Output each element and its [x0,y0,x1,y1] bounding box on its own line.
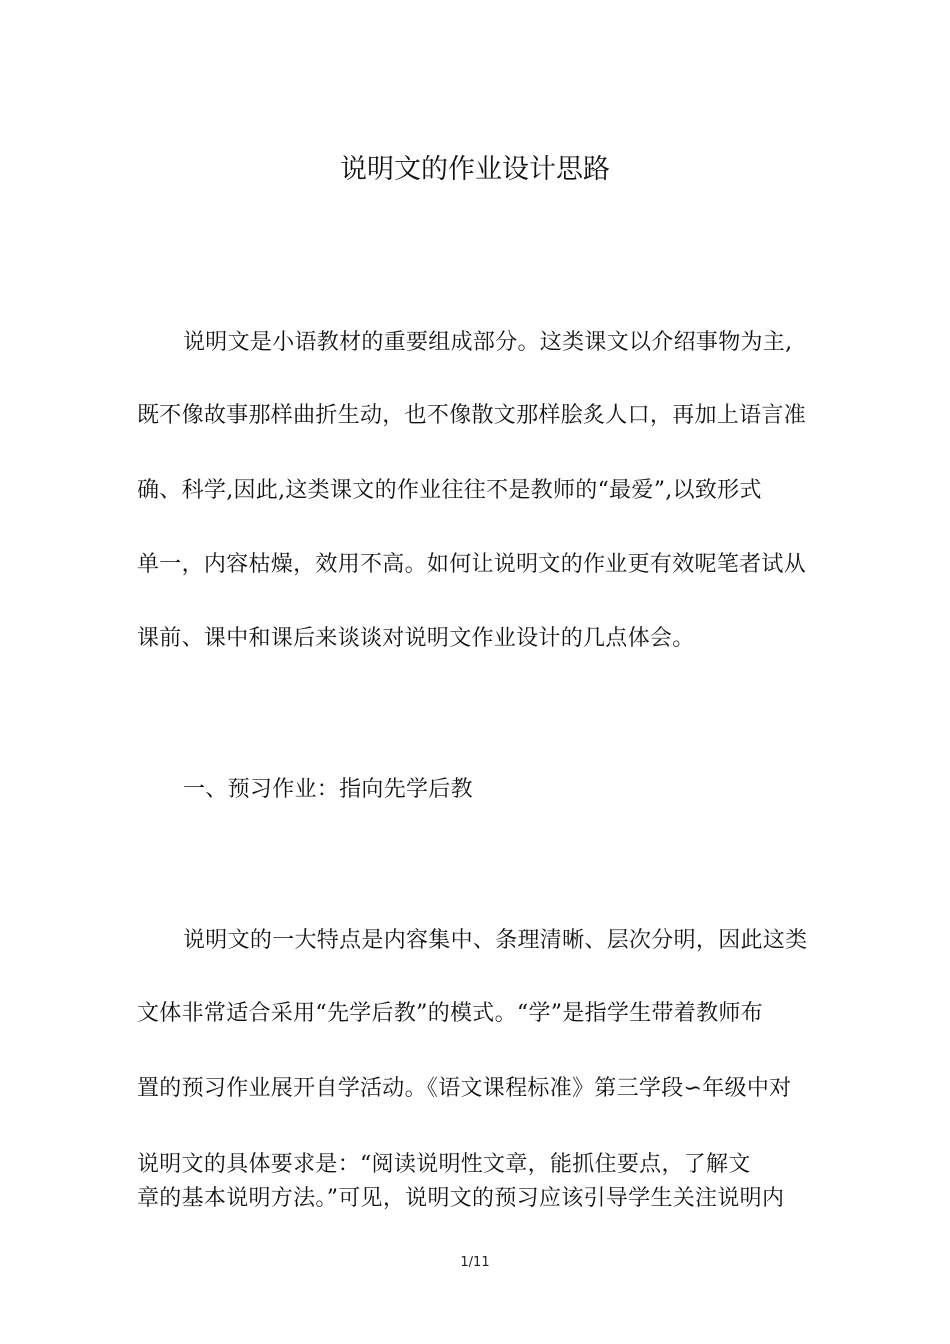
paragraph-1-line-4: 单一，内容枯燥，效用不高。如何让说明文的作业更有效呢笔者试从 [137,552,807,577]
paragraph-1-line-1: 说明文是小语教材的重要组成部分。这类课文以介绍事物为主, [183,330,793,355]
paragraph-2-line-4: 说明文的具体要求是：“阅读说明性文章，能抓住要点，了解文 [137,1152,751,1177]
paragraph-2-line-1: 说明文的一大特点是内容集中、条理清晰、层次分明，因此这类 [183,928,808,953]
paragraph-1-line-2: 既不像故事那样曲折生动，也不像散文那样脍炙人口，再加上语言准 [137,403,807,428]
paragraph-1-line-5: 课前、课中和课后来谈谈对说明文作业设计的几点体会。 [137,626,695,651]
section-heading-1: 一、预习作业：指向先学后教 [183,777,473,802]
page-number: 1/11 [460,1255,490,1270]
paragraph-1-line-3: 确、科学,因此,这类课文的作业往往不是教师的“最爱”,以致形式 [137,478,762,503]
paragraph-2-line-3: 置的预习作业展开自学活动。《语文课程标准》第三学段∽年级中对 [137,1076,792,1101]
paragraph-2-line-5: 章的基本说明方法。”可见，说明文的预习应该引导学生关注说明内 [137,1186,785,1211]
document-title: 说明文的作业设计思路 [340,154,610,185]
paragraph-2-line-2: 文体非常适合采用“先学后教”的模式。“学”是指学生带着教师布 [137,1001,763,1026]
